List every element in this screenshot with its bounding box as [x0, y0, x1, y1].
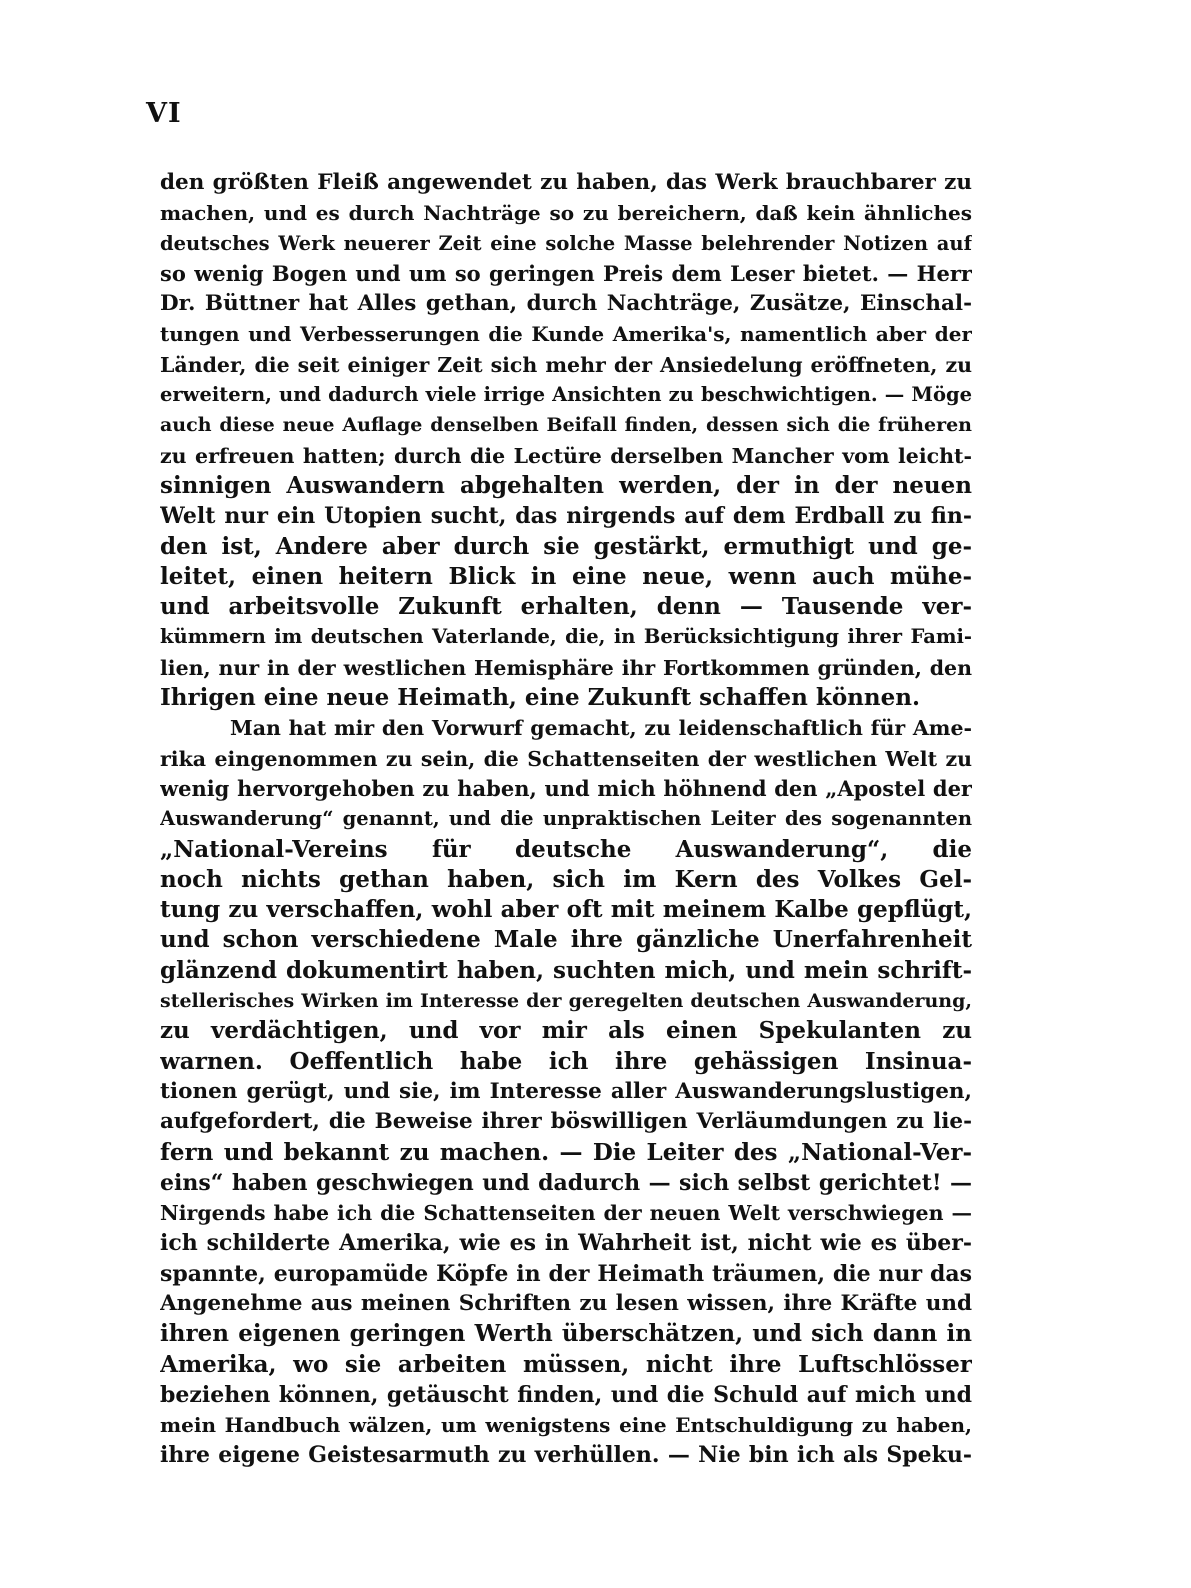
text-line: ihren eigenen geringen Werth überschätzen, und sich dann in	[160, 1320, 972, 1348]
text-line: Auswanderung“ genannt, und die unpraktischen Leiter des sogenannten	[160, 807, 972, 831]
text-line: und schon verschiedene Male ihre gänzliche Unerfahrenheit	[160, 926, 972, 954]
text-line: so wenig Bogen und um so geringen Preis dem Leser bietet. — Herr	[160, 260, 972, 286]
page-number: VI	[146, 98, 182, 129]
text-line: noch nichts gethan haben, sich im Kern des Volkes Gel-	[160, 865, 972, 893]
text-line: Dr. Büttner hat Alles gethan, durch Nachträge, Zusätze, Einschal-	[160, 291, 972, 317]
text-line: ich schilderte Amerika, wie es in Wahrheit ist, nicht wie es über-	[160, 1230, 972, 1257]
text-line: Nirgends habe ich die Schattenseiten der neuen Welt verschwiegen —	[160, 1201, 972, 1226]
text-line: warnen. Oeffentlich habe ich ihre gehässigen Insinua-	[160, 1047, 972, 1075]
text-line: „National-Vereins für deutsche Auswanderung“, die	[160, 835, 972, 863]
body-text	[160, 168, 972, 1471]
text-line: beziehen können, getäuscht finden, und die Schuld auf mich und	[160, 1381, 972, 1408]
text-line: glänzend dokumentirt haben, suchten mich, und mein schrift-	[160, 956, 972, 984]
text-line: den größten Fleiß angewendet zu haben, das Werk brauchbarer zu	[160, 170, 972, 195]
text-line: tungen und Verbesserungen die Kunde Amerika's, namentlich aber der	[160, 322, 972, 347]
text-line: auch diese neue Auflage denselben Beifall finden, dessen sich die früheren	[160, 414, 972, 437]
text-line: kümmern im deutschen Vaterlande, die, in Berücksichtigung ihrer Fami-	[160, 625, 972, 649]
text-line: Amerika, wo sie arbeiten müssen, nicht ihre Luftschlösser	[160, 1350, 972, 1378]
text-line: eins“ haben geschwiegen und dadurch — sich selbst gerichtet! —	[160, 1169, 972, 1196]
text-line: und arbeitsvolle Zukunft erhalten, denn — Tausende ver-	[160, 593, 972, 621]
text-line: Ihrigen eine neue Heimath, eine Zukunft schaffen können.	[160, 684, 920, 712]
text-line: den ist, Andere aber durch sie gestärkt, ermuthigt und ge-	[160, 532, 972, 560]
text-line: stellerisches Wirken im Interesse der geregelten deutschen Auswanderung,	[160, 990, 972, 1013]
text-line: mein Handbuch wälzen, um wenigstens eine Entschuldigung zu haben,	[160, 1413, 972, 1438]
text-line: Man hat mir den Vorwurf gemacht, zu leidenschaftlich für Ame-	[230, 716, 972, 741]
text-line: lien, nur in der westlichen Hemisphäre ihr Fortkommen gründen, den	[160, 655, 972, 680]
text-line: Angenehme aus meinen Schriften zu lesen wissen, ihre Kräfte und	[160, 1290, 972, 1316]
text-line: tung zu verschaffen, wohl aber oft mit meinem Kalbe gepflügt,	[160, 896, 972, 924]
text-line: Welt nur ein Utopien sucht, das nirgends auf dem Erdball zu fin-	[160, 503, 972, 530]
text-line: deutsches Werk neuerer Zeit eine solche Masse belehrender Notizen auf	[160, 231, 972, 255]
text-line: erweitern, und dadurch viele irrige Ansichten zu beschwichtigen. — Möge	[160, 383, 972, 407]
text-line: rika eingenommen zu sein, die Schattenseiten der westlichen Welt zu	[160, 746, 972, 771]
text-line: aufgefordert, die Beweise ihrer böswilligen Verläumdungen zu lie-	[160, 1109, 972, 1135]
text-line: Länder, die seit einiger Zeit sich mehr der Ansiedelung eröffneten, zu	[160, 352, 972, 377]
text-line: sinnigen Auswandern abgehalten werden, der in der neuen	[160, 471, 972, 499]
text-line: spannte, europamüde Köpfe in der Heimath träumen, die nur das	[160, 1260, 972, 1287]
text-line: ihre eigene Geistesarmuth zu verhüllen. — Nie bin ich als Speku-	[160, 1442, 972, 1469]
text-line: fern und bekannt zu machen. — Die Leiter des „National-Ver-	[160, 1138, 972, 1166]
text-line: tionen gerügt, und sie, im Interesse aller Auswanderungslustigen,	[160, 1078, 972, 1104]
text-line: leitet, einen heitern Blick in eine neue, wenn auch mühe-	[160, 562, 972, 590]
text-line: zu erfreuen hatten; durch die Lectüre derselben Mancher vom leicht-	[160, 443, 972, 468]
text-line: machen, und es durch Nachträge so zu bereichern, daß kein ähnliches	[160, 201, 972, 226]
text-line: zu verdächtigen, und vor mir als einen Spekulanten zu	[160, 1017, 972, 1045]
text-line: wenig hervorgehoben zu haben, und mich höhnend den „Apostel der	[160, 775, 972, 801]
